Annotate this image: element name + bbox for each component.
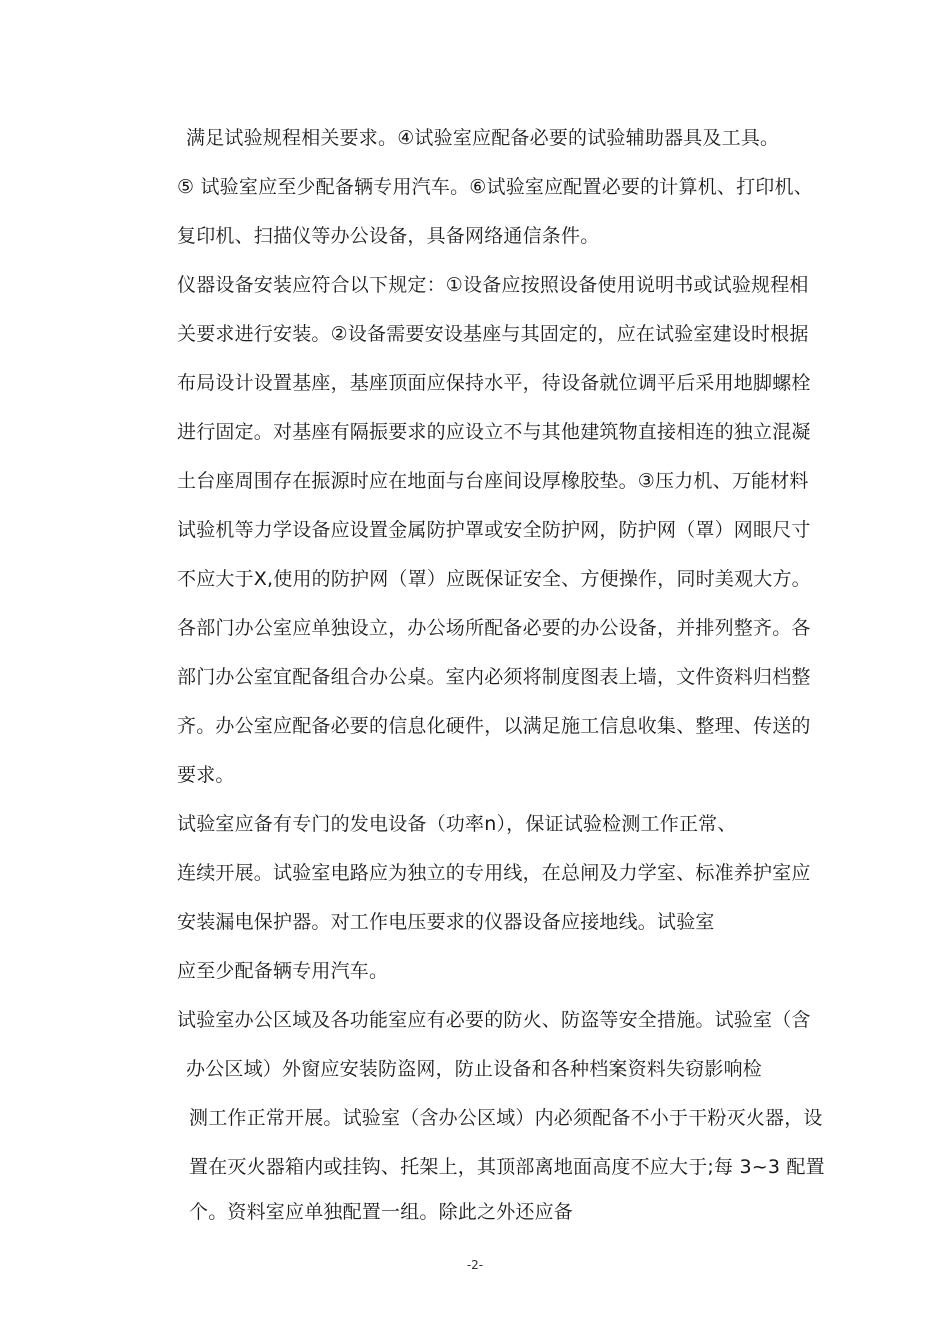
page-number: -2- <box>466 1258 484 1272</box>
text-line: 土台座周围存在振源时应在地面与台座间设厚橡胶垫。③压力机、万能材料 <box>177 470 809 492</box>
text-line: 个。资料室应单独配置一组。除此之外还应备 <box>189 1201 574 1223</box>
text-line: 置在灭火器箱内或挂钩、托架上，其顶部离地面高度不应大于;每 3~3 配置 <box>189 1156 825 1178</box>
text-line: 办公区域）外窗应安装防盗网，防止设备和各种档案资料失窃影响检 <box>186 1058 763 1080</box>
text-line: 复印机、扫描仪等办公设备，具备网络通信条件。 <box>177 225 600 247</box>
text-line: 不应大于X,使用的防护网（罩）应既保证安全、方便操作，同时美观大方。 <box>177 568 811 590</box>
text-line: 齐。办公室应配备必要的信息化硬件，以满足施工信息收集、整理、传送的 <box>177 715 811 737</box>
text-line: 连续开展。试验室电路应为独立的专用线，在总闸及力学室、标准养护室应 <box>177 862 811 884</box>
text-line: 要求。 <box>177 764 235 786</box>
text-line: 试验室办公区域及各功能室应有必要的防火、防盗等安全措施。试验室（含 <box>177 1009 811 1031</box>
text-line: 安装漏电保护器。对工作电压要求的仪器设备应接地线。试验室 <box>177 911 715 933</box>
text-line: 关要求进行安装。②设备需要安设基座与其固定的，应在试验室建设时根据 <box>177 323 809 345</box>
text-line: 试验机等力学设备应设置金属防护罩或安全防护网，防护网（罩）网眼尺寸 <box>177 519 811 541</box>
text-line: 测工作正常开展。试验室（含办公区域）内必须配备不小于干粉灭火器，设 <box>189 1107 823 1129</box>
text-line: 各部门办公室应单独设立，办公场所配备必要的办公设备，并排列整齐。各 <box>177 617 811 639</box>
text-line: 应至少配备辆专用汽车。 <box>177 960 389 982</box>
text-line: 布局设计设置基座，基座顶面应保持水平，待设备就位调平后采用地脚螺栓 <box>177 372 811 394</box>
text-line: ⑤ 试验室应至少配备辆专用汽车。⑥试验室应配置必要的计算机、打印机、 <box>177 176 813 198</box>
text-line: 满足试验规程相关要求。④试验室应配备必要的试验辅助器具及工具。 <box>186 127 780 149</box>
text-line: 进行固定。对基座有隔振要求的应设立不与其他建筑物直接相连的独立混凝 <box>177 421 811 443</box>
text-line: 仪器设备安装应符合以下规定：①设备应按照设备使用说明书或试验规程相 <box>177 274 809 296</box>
text-line: 试验室应备有专门的发电设备（功率n），保证试验检测工作正常、 <box>177 813 737 835</box>
text-line: 部门办公室宜配备组合办公桌。室内必须将制度图表上墙，文件资料归档整 <box>177 666 811 688</box>
